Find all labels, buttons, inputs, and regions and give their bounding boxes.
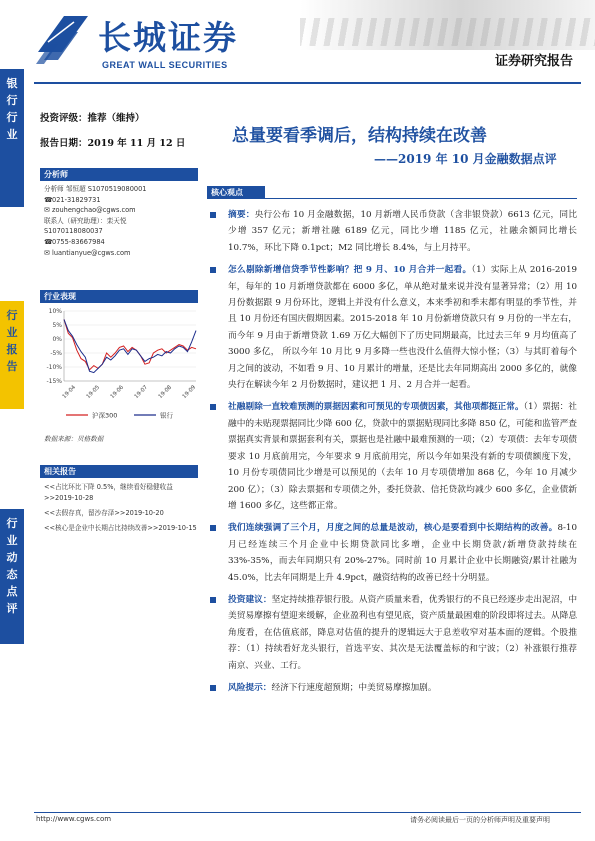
legend-label: 银行 [160,411,173,420]
y-tick-label: -5% [50,350,62,357]
footer-divider [34,812,581,813]
side-tab-industry-report [0,301,24,409]
x-tick-label: 19-05 [85,384,102,401]
report-subtitle: ——2019 年 10 月金融数据点评 [374,152,557,166]
core-view-paragraph [207,680,577,696]
company-logo [34,12,334,78]
core-view-paragraph [207,592,577,674]
side-tab-char: 行 [6,94,18,107]
investment-rating: 投资评级：推荐（维持） [40,113,145,124]
side-tab-char: 业 [6,128,18,141]
analyst-line [44,216,200,227]
side-tab-char: 点 [6,585,18,598]
paragraph-lead: 摘要： [228,210,255,220]
logo-english-name: GREAT WALL SECURITIES [102,60,228,70]
paragraph-text: （1）票据：社融中的未贴现票据同比少降 600 亿，贷款中的票据贴现同比多降 850 亿，可能和监管严查票据真实背景和票据套利有关，票据也是社融中最难预测的一项；（2）专项债：去年专项债要求 10 月底前用完，今年要求 9 月底前用完，所以今年如果没有新的专项债额度下发，10 月份专项债同比少增是可以预见的（去年 10 月专项债增加 868 亿，今年 10 月减少 200 亿）；（3）除去票据和专项债之外，委托贷款、信托贷款均减少 600 多亿，企业债新增 1600 多亿，这些都正常。 [228,402,577,511]
related-report-link[interactable]: <<去假存真，留沙存泽>>2019-10-20 [44,509,164,517]
mail-icon: ✉ [44,248,50,257]
chart-source-note: 数据来源：贝格数据 [44,435,104,443]
analyst-info [44,184,200,258]
paragraph-lead: 怎么剔除新增信贷季节性影响？把 9 月、10 月合并一起看。 [228,265,472,276]
related-report-link[interactable]: <<占比环比下降 0.5%，继续看好稳健收益>>2019-10-28 [44,483,173,502]
bullet-square-icon [210,404,216,410]
industry-performance-chart [40,305,200,427]
report-date: 报告日期：2019 年 11 月 12 日 [40,138,186,149]
y-tick-label: -10% [46,364,62,371]
related-reports-heading: 相关报告 [40,465,198,478]
x-tick-label: 19-09 [181,384,198,401]
analyst-line-text: 0755-83667984 [52,237,105,246]
analyst-line-text: 分析师 邹恒超 S1070519080001 [44,185,147,193]
legend-label: 沪深300 [92,411,118,420]
paragraph-lead: 风险提示： [228,682,272,693]
core-view-paragraph [207,262,577,393]
footer-disclaimer: 请务必阅读最后一页的分析师声明及重要声明 [410,816,550,824]
side-tab-char: 业 [6,534,18,547]
paragraph-lead: 我们连续强调了三个月，月度之间的总量是波动，核心是要看到中长期结构的改善。 [228,523,558,534]
analyst-line [44,226,200,237]
side-tab-char: 行 [6,517,18,530]
paragraph-lead: 社融剔除一直较难预测的票据因素和可预见的专项债因素，其他项都挺正常。 [228,402,524,413]
bullet-square-icon [210,212,216,218]
report-title: 总量要看季调后，结构持续在改善 [232,126,487,146]
analyst-line [44,205,200,216]
side-tab-char: 报 [6,343,18,356]
core-views-label: 核心观点 [207,186,265,199]
analyst-section-heading: 分析师 [40,168,198,181]
x-tick-label: 19-04 [61,384,78,401]
side-tab-char: 业 [6,326,18,339]
report-meta [40,110,200,149]
core-views-body [207,207,577,702]
paragraph-text: 8-10 月已经连续三个月企业中长期贷款同比多增，企业中长期贷款/新增贷款持续在 33%-35%，而去年同期只有 20%-27%。同时前 10 月累计企业中长期融资/累计社融为 45.0%，比去年同期是上升 4.9pct，融资结构的改善已经十分明显。 [228,523,577,583]
side-tab-char: 告 [6,360,18,373]
bullet-square-icon [210,525,216,531]
performance-chart-svg [40,305,200,427]
side-tab-industry-commentary [0,509,24,644]
related-reports-list [44,482,200,534]
analyst-line-text[interactable]: zouhengchao@cgws.com [52,206,136,215]
series-line-hs300 [64,319,196,369]
phone-icon: ☎ [44,237,53,246]
core-views-heading [207,186,577,199]
x-tick-label: 19-08 [157,384,174,401]
performance-section-heading: 行业表现 [40,290,198,303]
analyst-line-text: S1070118080037 [44,227,103,236]
logo-chinese-name: 长城证券 [98,18,238,57]
core-view-paragraph [207,207,577,256]
analyst-line [44,195,200,206]
related-report-link[interactable]: <<核心是企业中长期占比持续改善>>2019-10-15 [44,524,197,532]
bullet-square-icon [210,597,216,603]
side-tab-char: 银 [6,77,18,90]
side-tab-bank-industry [0,69,24,207]
side-tab-char: 态 [6,568,18,581]
core-view-paragraph [207,520,577,586]
footer-website: http://www.cgws.com [36,815,112,823]
y-tick-label: 0% [52,336,62,343]
analyst-line-text[interactable]: luantianyue@cgws.com [52,248,131,257]
side-tab-char: 行 [6,309,18,322]
analyst-line-text: 联系人（研究助理）：栾天悦 [44,216,127,225]
y-tick-label: 10% [48,308,62,315]
analyst-line-text: 021-31829731 [52,195,101,204]
header-great-wall-banner [300,0,595,50]
logo-mark-icon [34,12,92,68]
phone-icon: ☎ [44,195,53,204]
side-tab-char: 评 [6,602,18,615]
paragraph-text: 央行公布 10 月金融数据，10 月新增人民币贷款（含非银贷款）6613 亿元，同比少增 357 亿元；新增社融 6189 亿元，同比少增 1185 亿元，社融余额同比增长 10.7%，环比下降 0.1pct；M2 同比增长 8.4%，与上月持平。 [228,210,578,253]
y-tick-label: 5% [52,322,62,329]
side-tab-char: 行 [6,111,18,124]
analyst-line [44,184,200,195]
analyst-line [44,237,200,248]
side-tab-char: 动 [6,551,18,564]
core-views-rule [207,198,577,199]
paragraph-text: 坚定持续推荐银行股。从资产质量来看，优秀银行的不良已经逐步走出泥沼，中美贸易摩擦有望迎来缓解，企业盈利也有望见底，资产质量最困难的阶段即将过去。从降息角度看，在估值底部，降息对估值的提升的逻辑远大于息差收窄对基本面的逻辑。个股推荐：（1）持续看好龙头银行，首选平安、其次是无法覆盖标的和宁波；（2）补涨银行推荐南京、兴业、工行。 [228,594,578,671]
core-view-paragraph [207,399,577,514]
x-tick-label: 19-06 [109,384,126,401]
bullet-square-icon [210,267,216,273]
y-tick-label: -15% [46,378,62,385]
report-type-label: 证券研究报告 [494,54,573,69]
header-divider [34,82,581,84]
paragraph-lead: 投资建议： [228,594,272,605]
bullet-square-icon [210,685,216,691]
analyst-line [44,248,200,259]
paragraph-text: 经济下行速度超预期；中美贸易摩擦加剧。 [271,682,437,693]
paragraph-text: （1）实际上从 2016-2019 年，每年的 10 月新增贷款都在 6000 多亿，单从绝对量来说并没有显著异常；（2）用 10 月份数据跟 9 月份环比，逻辑上并没有什么意义，本来季初和季末都有明显的季节性，并且 10 月份还有国庆假期因素。2015-2018 年 10 月份新增贷款只有 9 月份的一半左右，而今年 9 月由于新增贷款 1.69 万亿大幅创下了历史同期最高，比过去三年 9 月均值高了 3000 多亿， 所以今年 10 月比 9 月多降一些也没什么值得大惊小怪；（3）与其盯着每个月之间的波动，不如看 9 月、10 月累计的增量，还是比去年同期高出 2000 多亿的，就像央行在解读今年 2 月份数据时，建议把 1 月、2 月合并一起看。 [228,265,578,391]
x-tick-label: 19-07 [133,384,150,401]
mail-icon: ✉ [44,206,50,215]
